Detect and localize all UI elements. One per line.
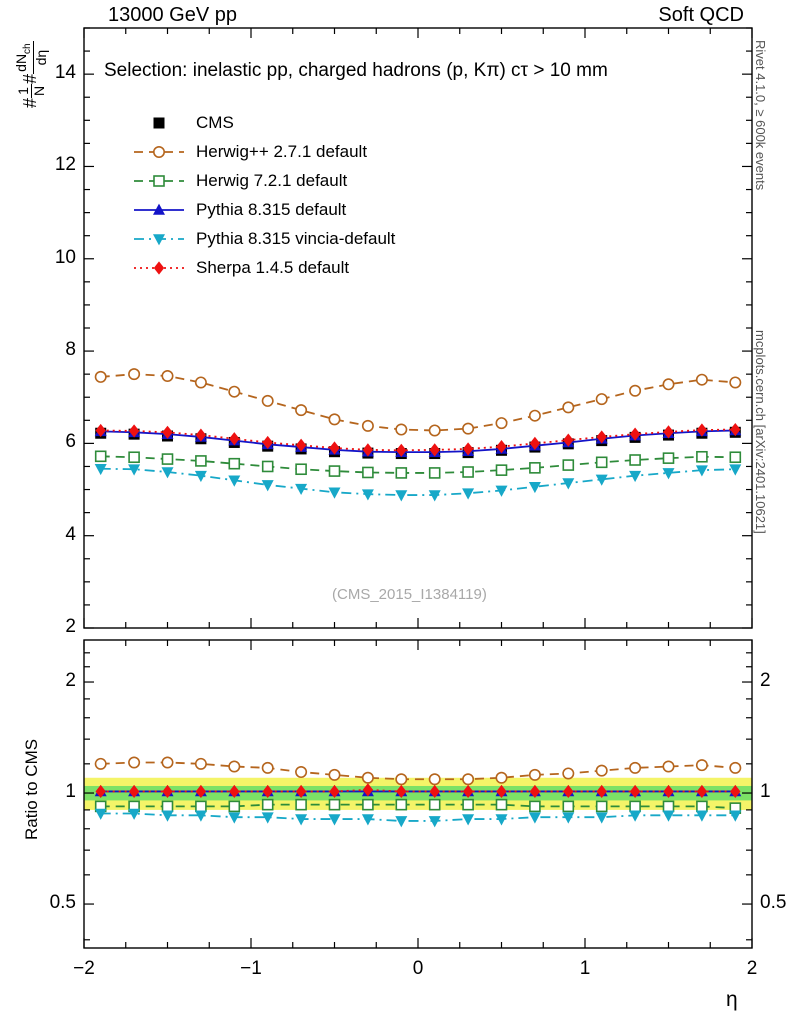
data-marker xyxy=(663,761,673,771)
ratio-band-inner xyxy=(84,786,752,800)
data-marker xyxy=(597,394,607,404)
data-marker xyxy=(396,774,406,784)
data-marker xyxy=(730,452,740,462)
legend-item[interactable] xyxy=(132,199,346,220)
data-marker xyxy=(229,801,239,811)
data-marker xyxy=(363,421,373,431)
legend-label: Herwig 7.2.1 default xyxy=(196,170,348,190)
data-marker xyxy=(664,801,674,811)
ratio-y-axis-label: Ratio to CMS xyxy=(22,738,41,840)
data-marker xyxy=(597,457,607,467)
data-marker xyxy=(330,800,340,810)
x-tick-label: −2 xyxy=(73,958,95,979)
y-tick-label: 12 xyxy=(54,154,76,176)
data-marker xyxy=(363,800,373,810)
data-marker xyxy=(229,386,239,396)
data-marker xyxy=(463,467,473,477)
data-marker xyxy=(363,467,373,477)
legend-item[interactable] xyxy=(132,112,234,133)
data-marker xyxy=(395,490,407,501)
data-marker xyxy=(563,801,573,811)
header-left: 13000 GeV pp xyxy=(108,4,237,26)
legend-label: Pythia 8.315 default xyxy=(196,199,347,219)
legend-item[interactable] xyxy=(132,170,347,191)
data-marker xyxy=(729,811,741,822)
legend-swatch xyxy=(132,142,186,162)
data-marker xyxy=(154,146,164,156)
data-marker xyxy=(462,814,474,825)
y-tick-label: 4 xyxy=(65,523,76,545)
data-marker xyxy=(96,451,106,461)
x-tick-label: −1 xyxy=(240,958,262,979)
data-marker xyxy=(263,461,273,471)
data-marker xyxy=(529,812,541,823)
data-marker xyxy=(262,480,274,491)
data-marker xyxy=(530,801,540,811)
data-marker xyxy=(730,763,740,773)
data-marker xyxy=(396,468,406,478)
data-marker xyxy=(597,801,607,811)
y-tick-label: 2 xyxy=(65,616,76,637)
data-marker xyxy=(530,410,540,420)
data-marker xyxy=(129,757,139,767)
data-marker xyxy=(563,402,573,412)
legend-item[interactable] xyxy=(132,257,349,278)
legend-label: Herwig++ 2.7.1 default xyxy=(196,141,368,161)
mcplots-reference-label: mcplots.cern.ch [arXiv:2401.10621] xyxy=(753,330,768,534)
data-marker xyxy=(697,801,707,811)
data-marker xyxy=(396,424,406,434)
data-marker xyxy=(529,482,541,493)
data-marker xyxy=(462,488,474,499)
data-marker xyxy=(196,759,206,769)
data-marker xyxy=(596,812,608,823)
legend-swatch xyxy=(132,113,186,133)
y-tick-label: 10 xyxy=(54,246,76,268)
legend-swatch xyxy=(132,229,186,249)
data-marker xyxy=(163,801,173,811)
legend-label: Pythia 8.315 vincia-default xyxy=(196,228,396,248)
y-tick-label: 14 xyxy=(54,62,76,84)
data-marker xyxy=(154,261,164,274)
data-marker xyxy=(129,452,139,462)
data-marker xyxy=(697,760,707,770)
data-marker xyxy=(630,763,640,773)
data-marker xyxy=(463,800,473,810)
data-marker xyxy=(263,800,273,810)
ratio-y-tick-label: 1 xyxy=(65,781,76,803)
ratio-series-4 xyxy=(95,809,742,828)
data-marker xyxy=(229,459,239,469)
data-marker xyxy=(395,816,407,827)
legend-item[interactable] xyxy=(132,228,395,249)
legend-label: Sherpa 1.4.5 default xyxy=(196,257,350,277)
data-marker xyxy=(296,767,306,777)
data-marker xyxy=(296,800,306,810)
analysis-watermark: (CMS_2015_I1384119) xyxy=(332,586,487,603)
data-marker xyxy=(129,369,139,379)
data-marker xyxy=(329,770,339,780)
data-marker xyxy=(329,488,341,499)
data-marker xyxy=(463,423,473,433)
data-marker xyxy=(430,800,440,810)
x-tick-label: 0 xyxy=(412,958,424,979)
data-marker xyxy=(263,396,273,406)
rivet-info-label: Rivet 4.1.0, ≥ 600k events xyxy=(753,40,768,191)
data-marker xyxy=(196,801,206,811)
data-marker xyxy=(96,759,106,769)
legend-swatch xyxy=(132,171,186,191)
data-marker xyxy=(463,774,473,784)
data-marker xyxy=(229,761,239,771)
x-axis-label: η xyxy=(726,988,738,1011)
data-marker xyxy=(154,117,165,128)
data-marker xyxy=(162,757,172,767)
data-marker xyxy=(630,386,640,396)
data-marker xyxy=(430,425,440,435)
data-marker xyxy=(296,405,306,415)
legend-item[interactable] xyxy=(132,141,367,162)
data-marker xyxy=(664,453,674,463)
ratio-y-tick-label-right: 0.5 xyxy=(760,892,786,914)
data-marker xyxy=(697,452,707,462)
data-marker xyxy=(330,466,340,476)
data-marker xyxy=(630,455,640,465)
ratio-y-tick-label: 2 xyxy=(65,670,76,692)
data-marker xyxy=(530,770,540,780)
y-tick-label: 6 xyxy=(65,431,76,453)
series-0 xyxy=(95,427,741,459)
data-marker xyxy=(530,463,540,473)
legend-swatch xyxy=(132,200,186,220)
data-marker xyxy=(430,468,440,478)
data-marker xyxy=(96,372,106,382)
legend-label: CMS xyxy=(196,112,234,132)
data-marker xyxy=(154,176,164,186)
data-marker xyxy=(329,414,339,424)
y-tick-label: 8 xyxy=(65,339,76,361)
data-marker xyxy=(730,377,740,387)
data-marker xyxy=(497,800,507,810)
x-tick-label: 1 xyxy=(579,958,591,979)
data-marker xyxy=(396,800,406,810)
data-marker xyxy=(196,377,206,387)
header-right: Soft QCD xyxy=(658,4,744,26)
data-marker xyxy=(630,801,640,811)
data-marker xyxy=(497,465,507,475)
data-marker xyxy=(496,418,506,428)
ratio-y-tick-label: 0.5 xyxy=(49,892,76,914)
x-tick-label: 2 xyxy=(746,958,758,979)
series-3 xyxy=(95,424,742,457)
data-marker xyxy=(697,374,707,384)
data-marker xyxy=(162,371,172,381)
series-4 xyxy=(95,464,742,502)
data-marker xyxy=(729,464,741,475)
data-marker xyxy=(496,773,506,783)
y-axis-label: # 1 N # $dN_{ch}$ dη xyxy=(13,43,50,108)
ratio-series-line xyxy=(101,814,736,821)
legend-swatch xyxy=(132,258,186,278)
data-marker xyxy=(196,456,206,466)
data-marker xyxy=(597,765,607,775)
data-marker xyxy=(263,763,273,773)
selection-annotation: Selection: inelastic pp, charged hadrons (p, Kπ) cτ > 10 mm xyxy=(104,60,608,81)
ratio-y-tick-label-right: 1 xyxy=(760,781,771,803)
ratio-y-tick-label-right: 2 xyxy=(760,670,771,692)
data-marker xyxy=(363,773,373,783)
data-marker xyxy=(663,379,673,389)
data-marker xyxy=(296,464,306,474)
data-marker xyxy=(563,460,573,470)
data-marker xyxy=(163,454,173,464)
series-1 xyxy=(96,369,741,436)
data-marker xyxy=(596,475,608,486)
data-marker xyxy=(430,774,440,784)
data-marker xyxy=(563,768,573,778)
